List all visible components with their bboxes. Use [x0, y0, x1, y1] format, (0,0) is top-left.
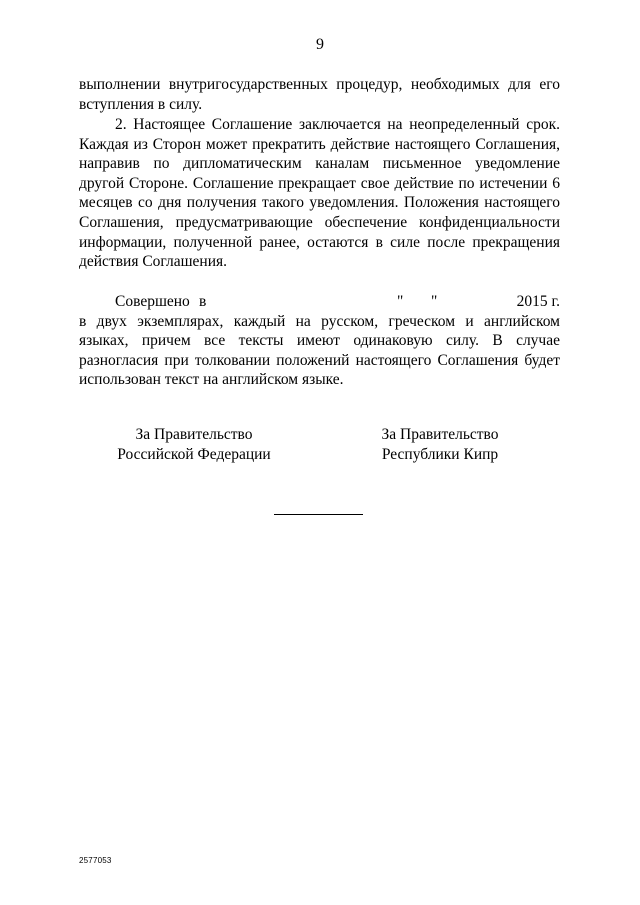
done-at-line [79, 292, 560, 312]
paragraph-continued [79, 75, 560, 114]
paragraph-clause-2 [79, 115, 560, 272]
done-in: в [199, 293, 207, 310]
closing-divider [274, 514, 363, 515]
signature-cyprus-line1: За Правительство [381, 426, 499, 443]
paragraph-continued-text: выполнении внутригосударственных процедур, необходимых для его вступления в силу. [79, 76, 560, 113]
page-number: 9 [316, 36, 324, 53]
paragraph-clause-2-text: 2. Настоящее Соглашение заключается на неопределенный срок. Каждая из Сторон может прекратить действие настоящего Соглашения, направив по дипломатическим каналам письменное уведомление другой Стороне. Соглашение прекращает свое действие по истечении 6 месяцев со дня получения такого уведомления. Положения настоящего Соглашения, предусматривающие обеспечение конфиденциальности информации, полученной ранее, остаются в силе после прекращения действия Соглашения. [79, 116, 560, 271]
signature-russia [94, 425, 294, 464]
signature-cyprus [340, 425, 540, 464]
paragraph-done-text: в двух экземплярах, каждый на русском, греческом и английском языках, причем все тексты имеют одинаковую силу. В случае разногласия при толковании положений настоящего Соглашения будет использован текст на английском языке. [79, 312, 560, 389]
done-year: 2015 г. [516, 293, 560, 310]
document-code: 2577053 [79, 856, 112, 865]
signature-russia-line1: За Правительство [135, 426, 253, 443]
date-quote-close: " [431, 293, 438, 310]
paragraph-done-at [79, 292, 560, 390]
signature-cyprus-line2: Республики Кипр [381, 445, 499, 463]
signature-russia-line2: Российской Федерации [117, 445, 271, 463]
done-word: Совершено [115, 293, 190, 310]
date-quote-open: " [397, 293, 404, 310]
